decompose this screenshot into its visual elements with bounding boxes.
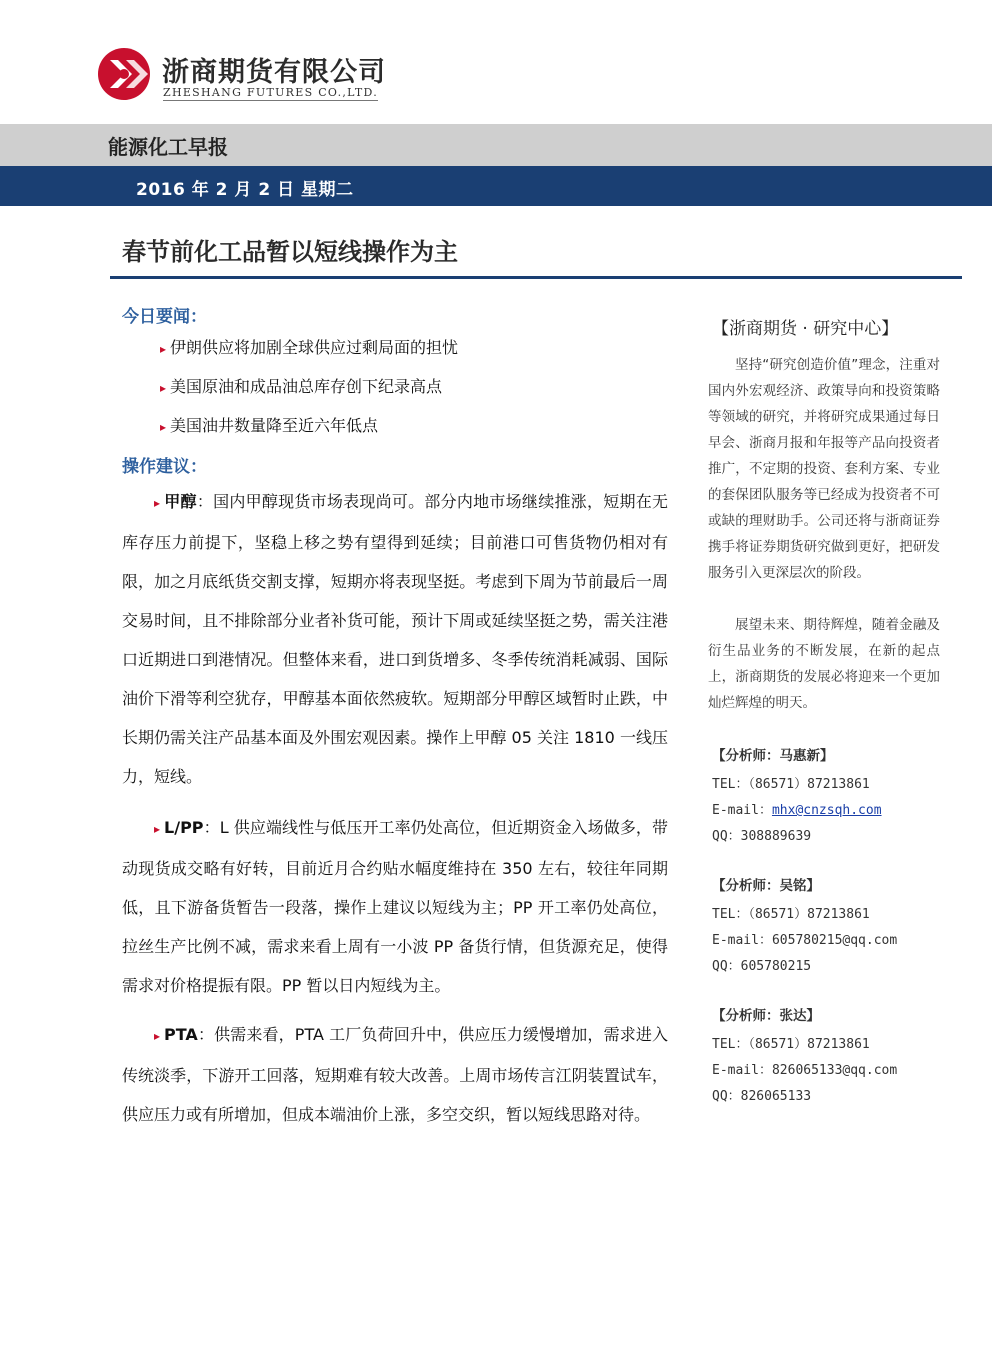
bullet-arrow-icon: ▸	[160, 342, 167, 356]
analyst-email-row: E-mail：826065133@qq.com	[712, 1063, 898, 1078]
advice-key: 甲醇	[164, 492, 197, 511]
analyst-qq: QQ：605780215	[712, 959, 812, 974]
advice-l-pp: ▸ L/PP：L 供应端线性与低压开工率仍处高位，但近期资金入场做多，带动现货成交略有好转，目前近月合约贴水幅度维持在 350 左右，较往年同期低，且下游备货暂告一段落，操作上建议以短线为主；PP 开工率仍处高位，拉丝生产比例不减，需求来看上周有一小波 PP 备货行情，但货源充足，使得需求对价格提振有限。PP 暂以日内短线为主。	[122, 818, 668, 995]
analyst-name: 【分析师：张达】	[712, 1008, 820, 1024]
news-item: ▸ 美国原油和成品油总库存创下纪录高点	[160, 377, 443, 396]
advice-methanol: ▸ 甲醇：国内甲醇现货市场表现尚可。部分内地市场继续推涨，短期在无库存压力前提下，坚稳上移之势有望得到延续；目前港口可售货物仍相对有限，加之月底纸货交割支撑，短期亦将表现坚挺。考虑到下周为节前最后一周交易时间，且不排除部分业者补货可能，预计下周或延续坚挺之势，需关注港口近期进口到港情况。但整体来看，进口到货增多、冬季传统消耗减弱、国际油价下滑等利空犹存，甲醇基本面依然疲软。短期部分甲醇区域暂时止跌，中长期仍需关注产品基本面及外围宏观因素。操作上甲醇 05 关注 1810 一线压力，短线。	[122, 492, 668, 786]
advice-section-title: 操作建议：	[122, 457, 207, 477]
sidebar-title: 【浙商期货 · 研究中心】	[712, 319, 899, 339]
bullet-arrow-icon: ▸	[154, 496, 161, 510]
company-logo-icon	[96, 46, 156, 102]
report-type: 能源化工早报	[108, 135, 228, 159]
report-date: 2016 年 2 月 2 日 星期二	[136, 180, 354, 200]
analyst-card	[712, 874, 897, 980]
page-title: 春节前化工品暂以短线操作为主	[122, 238, 458, 266]
sidebar-outlook: 展望未来、期待辉煌，随着金融及衍生品业务的不断发展，在新的起点上，浙商期货的发展必将迎来一个更加灿烂辉煌的明天。	[708, 617, 940, 711]
bullet-arrow-icon: ▸	[154, 1029, 161, 1043]
analyst-name: 【分析师：马惠新】	[712, 748, 834, 764]
analyst-tel: TEL：（86571）87213861	[712, 1037, 870, 1052]
analyst-qq: QQ：826065133	[712, 1089, 812, 1104]
company-name-en: ZHESHANG FUTURES CO.,LTD.	[163, 86, 379, 99]
advice-key: PTA	[164, 1025, 198, 1044]
analyst-email: 826065133@qq.com	[771, 1063, 898, 1078]
analyst-card	[712, 1004, 897, 1110]
advice-pta: ▸ PTA：供需来看，PTA 工厂负荷回升中，供应压力缓慢增加，需求进入传统淡季，下游开工回落，短期难有较大改善。上周市场传言江阴装置试车，供应压力或有所增加，但成本端油价上涨，多空交织，暂以短线思路对待。	[122, 1025, 668, 1124]
analyst-email-row: E-mail：mhx@cnzsqh.com	[712, 803, 882, 818]
news-item: ▸ 伊朗供应将加剧全球供应过剩局面的担忧	[160, 338, 459, 357]
bullet-arrow-icon: ▸	[160, 420, 167, 434]
bullet-arrow-icon: ▸	[154, 822, 161, 836]
title-divider	[110, 276, 962, 279]
bullet-arrow-icon: ▸	[160, 381, 167, 395]
analyst-email: 605780215@qq.com	[771, 933, 898, 948]
advice-key: L/PP	[164, 818, 204, 837]
news-item: ▸ 美国油井数量降至近六年低点	[160, 416, 379, 435]
analyst-name: 【分析师：吴铭】	[712, 878, 820, 894]
analyst-email-row: E-mail：605780215@qq.com	[712, 933, 898, 948]
sidebar-intro: 坚持“研究创造价值”理念，注重对国内外宏观经济、政策导向和投资策略等领域的研究，并将研究成果通过每日早会、浙商月报和年报等产品向投资者推广，不定期的投资、套利方案、专业的套保团队服务等已经成为投资者不可或缺的理财助手。公司还将与浙商证券携手将证券期货研究做到更好，把研发服务引入更深层次的阶段。	[708, 357, 940, 581]
analyst-email-link[interactable]: mhx@cnzsqh.com	[771, 803, 882, 818]
analyst-card	[712, 744, 882, 850]
company-name-cn: 浙商期货有限公司	[162, 57, 386, 88]
analyst-tel: TEL：（86571）87213861	[712, 777, 870, 792]
analyst-tel: TEL：（86571）87213861	[712, 907, 870, 922]
news-section-title: 今日要闻：	[122, 307, 207, 327]
analyst-qq: QQ：308889639	[712, 829, 812, 844]
